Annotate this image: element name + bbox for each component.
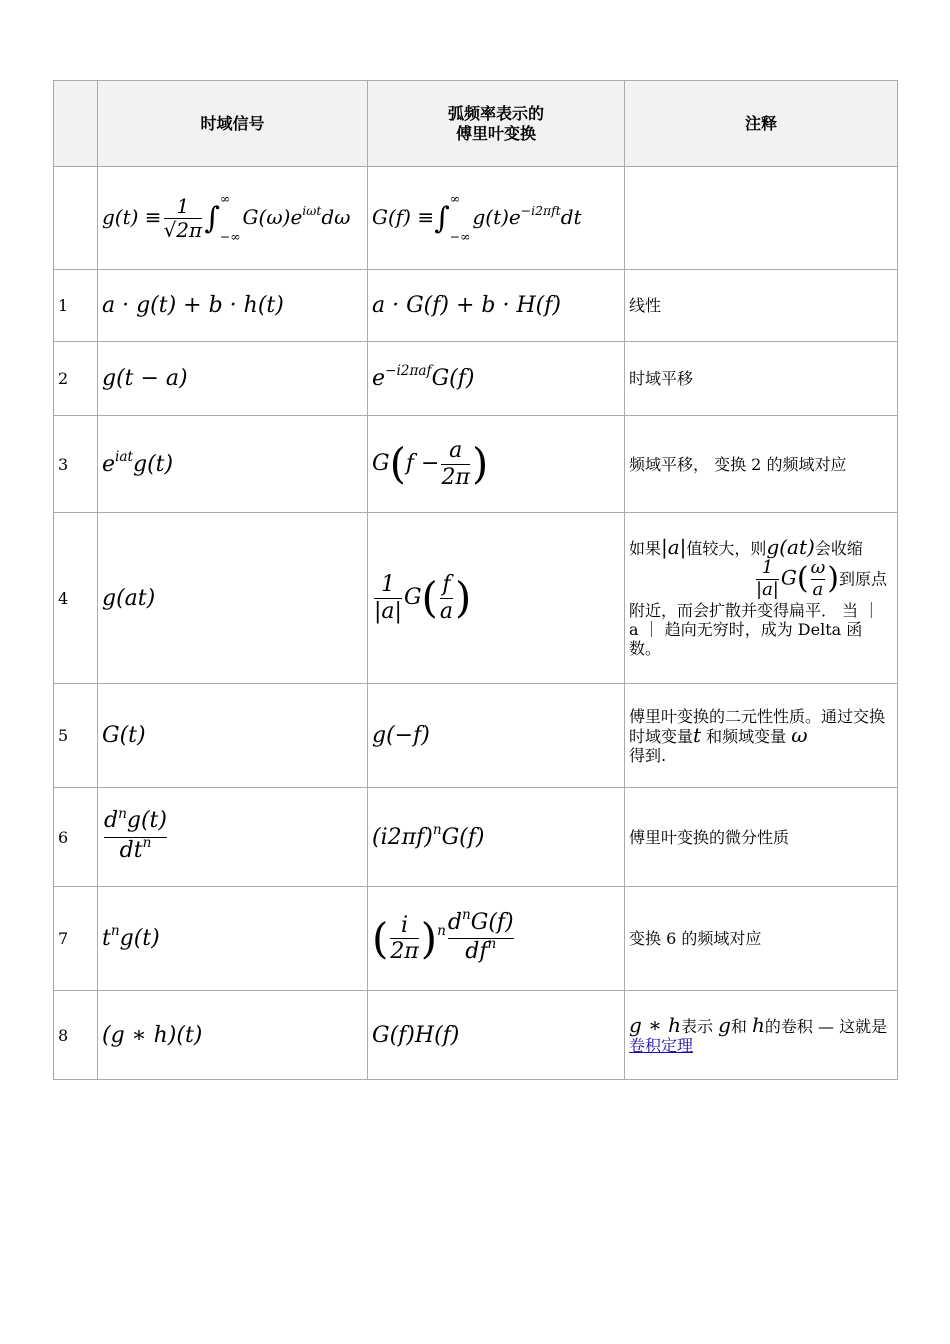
definition-time-formula: g(t) ≡ $\frac{1}{√2\pi}$ ∫ ∞ −∞ $G(\omega)e^{i\omega t}d\omega$ [98,167,368,270]
note-text: 频域平移， 变换 2 的频域对应 [625,416,898,513]
freq-formula: a · G(f) + b · H(f) [368,270,625,342]
table-row [54,887,898,991]
freq-formula: $(i2\pi f)^nG(f)$ [368,788,625,887]
row-number: 8 [54,991,98,1080]
time-formula: a · g(t) + b · h(t) [98,270,368,342]
note-text: 如果|a|值较大，则g(at)会收缩 $\frac{1}{|a|}$ G( $\frac{\omega}{a}$ )到原点附近，而会扩散并变得扁平． 当 ｜ a ｜ 趋向无穷时，成为 Delta 函数。 [625,513,898,684]
freq-formula: G(f)H(f) [368,991,625,1080]
note-text: 变换 6 的频域对应 [625,887,898,991]
table-row [54,513,898,684]
freq-formula: $\frac{1}{|a|}$ G( $\frac{f}{a}$ ) [368,513,625,684]
header-index-cell [54,81,98,167]
row-number: 3 [54,416,98,513]
time-formula: g(t − a) [98,342,368,416]
time-formula: $\frac{d^ng(t)}{dt^n}$ [98,788,368,887]
time-formula: $t^ng(t)$ [98,887,368,991]
row-number: 7 [54,887,98,991]
time-formula: G(t) [98,684,368,788]
freq-formula: $e^{-i2\pi af}G(f)$ [368,342,625,416]
table-row [54,684,898,788]
table-row [54,788,898,887]
time-formula: (g ∗ h)(t) [98,991,368,1080]
freq-formula: g(−f) [368,684,625,788]
definition-freq-formula: G(f) ≡∫ ∞ −∞ $g(t)e^{-i2\pi ft}dt$ [368,167,625,270]
row-number: 2 [54,342,98,416]
note-text: 傅里叶变换的微分性质 [625,788,898,887]
header-notes: 注释 [625,81,898,167]
freq-formula: ( $\frac{i}{2\pi}$ )$^n$ $\frac{d^nG(f)}{df^n}$ [368,887,625,991]
time-formula: $e^{iat}g(t)$ [98,416,368,513]
definition-row [54,167,898,270]
row-number: 4 [54,513,98,684]
convolution-theorem-link[interactable]: 卷积定理 [629,1035,694,1055]
note-text: 时域平移 [625,342,898,416]
note-text: 线性 [625,270,898,342]
definition-index-cell [54,167,98,270]
table-row [54,416,898,513]
header-row [54,81,898,167]
time-formula: g(at) [98,513,368,684]
table-row [54,991,898,1080]
note-text: g ∗ h表示 g和 h的卷积 — 这就是卷积定理 [625,991,898,1080]
definition-note-cell [625,167,898,270]
row-number: 1 [54,270,98,342]
note-text: 傅里叶变换的二元性性质。通过交换时域变量t 和频域变量 ω 得到. [625,684,898,788]
fourier-transform-table [53,80,898,1080]
table-row [54,342,898,416]
header-frequency-domain: 弧频率表示的 傅里叶变换 [368,81,625,167]
freq-formula: G(f − $\frac{a}{2\pi}$ ) [368,416,625,513]
row-number: 5 [54,684,98,788]
header-time-domain: 时域信号 [98,81,368,167]
table-row [54,270,898,342]
row-number: 6 [54,788,98,887]
